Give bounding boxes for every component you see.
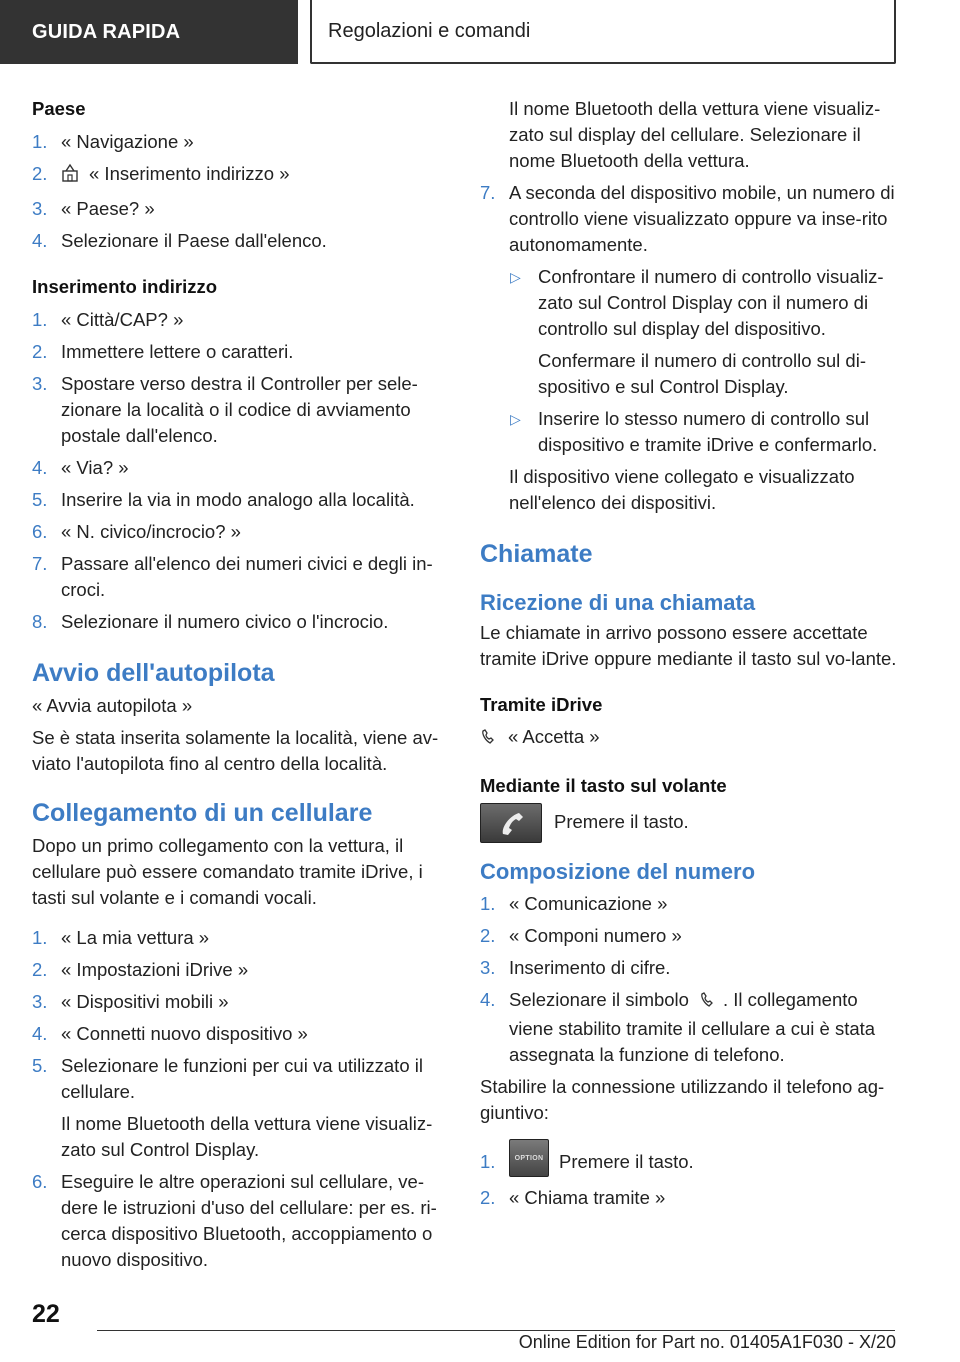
composizione-list	[480, 891, 900, 1068]
footer-edition: Online Edition for Part no. 01405A1F030 - X/20	[518, 1332, 896, 1352]
right-column	[480, 96, 900, 1211]
phone-accept-icon	[480, 727, 498, 753]
list-item: 4. Selezionare il Paese dall'elenco.	[32, 230, 327, 251]
list-item: 3. « Paese? »	[32, 198, 155, 219]
chiamate-heading: Chiamate	[480, 540, 593, 568]
list-item: 5. Selezionare le funzioni per cui va utilizzato il cellulare.	[32, 1055, 423, 1102]
cellulare-heading: Collegamento di un cellulare	[32, 799, 373, 827]
list-item: 2. Immettere lettere o caratteri.	[32, 341, 294, 362]
cellulare-list	[32, 925, 452, 1273]
idrive-action-row: « Accetta »	[480, 724, 900, 753]
step6-continuation: Il nome Bluetooth della vettura viene visualiz-zato sul display del cellulare. Selezionare il nome Bluetooth della vettura.	[509, 98, 881, 171]
page-number: 22	[32, 1300, 60, 1328]
list-item: 3. « Dispositivi mobili »	[32, 991, 229, 1012]
list-item: 1. « La mia vettura »	[32, 927, 210, 948]
autopilota-heading: Avvio dell'autopilota	[32, 659, 275, 687]
list-item: 4. « Via? »	[32, 457, 129, 478]
page-header	[0, 0, 960, 66]
chapter-title: Regolazioni e comandi	[310, 0, 896, 64]
volante-action-row: Premere il tasto.	[480, 803, 900, 843]
left-column	[32, 96, 452, 1273]
steering-wheel-phone-button-icon	[480, 803, 542, 843]
list-item: 1. « Città/CAP? »	[32, 309, 184, 330]
phone-dial-icon	[699, 990, 717, 1016]
section-tab: GUIDA RAPIDA	[0, 0, 298, 64]
volante-heading: Mediante il tasto sul volante	[480, 775, 727, 796]
list-item: 7. A seconda del dispositivo mobile, un numero di controllo viene visualizzato oppure va inse-rito autonomamente.	[480, 182, 895, 255]
list-item: 2. « Componi numero »	[480, 925, 682, 946]
option-button-icon: OPTION	[509, 1139, 549, 1177]
list-item: 1. OPTION Premere il tasto.	[480, 1138, 900, 1177]
triangle-bullet-icon: ▷	[510, 411, 521, 427]
triangle-bullet-icon: ▷	[510, 269, 521, 285]
paese-heading: Paese	[32, 98, 86, 119]
autopilota-text: Se è stata inserita solamente la località, viene av-viato l'autopilota fino al centro della località.	[32, 727, 439, 774]
list-item: 1. « Comunicazione »	[480, 893, 668, 914]
list-item: 6. Eseguire le altre operazioni sul cellulare, ve-dere le istruzioni d'uso del cellulare: per es. ri-cerca dispositivo Bluetooth, accoppiamento o nuovo dispositivo.	[32, 1171, 437, 1270]
paese-list	[32, 129, 452, 254]
cellulare-text: Dopo un primo collegamento con la vettura, il cellulare può essere comandato tramite iDrive, i tasti sul volante e i comandi vocali.	[32, 835, 423, 908]
list-item: 2. « Impostazioni iDrive »	[32, 959, 249, 980]
list-item: 1. « Navigazione »	[32, 131, 194, 152]
aggiuntivo-text: Stabilire la connessione utilizzando il telefono ag-giuntivo:	[480, 1076, 885, 1123]
list-item: 4. « Connetti nuovo dispositivo »	[32, 1023, 308, 1044]
list-item: 4. Selezionare il simbolo . Il collegamento viene stabilito tramite il cellulare a cui è stata assegnata la funzione di telefono.	[480, 989, 876, 1065]
ricezione-text: Le chiamate in arrivo possono essere accettate tramite iDrive oppure mediante il tasto sul vo-lante.	[480, 622, 897, 669]
bullet-item: ▷ Inserire lo stesso numero di controllo sul dispositivo e tramite iDrive e confermarlo.	[510, 408, 878, 455]
list-item: 3. Spostare verso destra il Controller per sele-zionare la località o il codice di avviamento postale dall'elenco.	[32, 373, 418, 446]
list-item: 5. Inserire la via in modo analogo alla località.	[32, 489, 415, 510]
list-item: 8. Selezionare il numero civico o l'incrocio.	[32, 611, 389, 632]
bullet-item: ▷ Confrontare il numero di controllo visualiz-zato sul Control Display con il numero di controllo sul display del dispositivo.	[510, 266, 884, 339]
indirizzo-list	[32, 307, 452, 635]
list-item: 7. Passare all'elenco dei numeri civici e degli in-croci.	[32, 553, 433, 600]
bullet1-note: Confermare il numero di controllo sul di-spositivo e sul Control Display.	[538, 350, 866, 397]
footer-divider	[97, 1330, 895, 1331]
list-item: 6. « N. civico/incrocio? »	[32, 521, 241, 542]
indirizzo-heading: Inserimento indirizzo	[32, 276, 218, 297]
step5-note: Il nome Bluetooth della vettura viene visualiz-zato sul Control Display.	[61, 1113, 433, 1160]
ricezione-heading: Ricezione di una chiamata	[480, 590, 756, 615]
navigation-destination-icon	[61, 163, 79, 190]
list-item: 2. « Inserimento indirizzo »	[32, 161, 452, 190]
aggiuntivo-list	[480, 1138, 900, 1211]
idrive-heading: Tramite iDrive	[480, 694, 603, 715]
autopilota-command: « Avvia autopilota »	[32, 695, 193, 716]
composizione-heading: Composizione del numero	[480, 859, 756, 884]
step7-end: Il dispositivo viene collegato e visualizzato nell'elenco dei dispositivi.	[509, 466, 855, 513]
list-item: 2. « Chiama tramite »	[480, 1187, 666, 1209]
list-item: 3. Inserimento di cifre.	[480, 957, 671, 978]
